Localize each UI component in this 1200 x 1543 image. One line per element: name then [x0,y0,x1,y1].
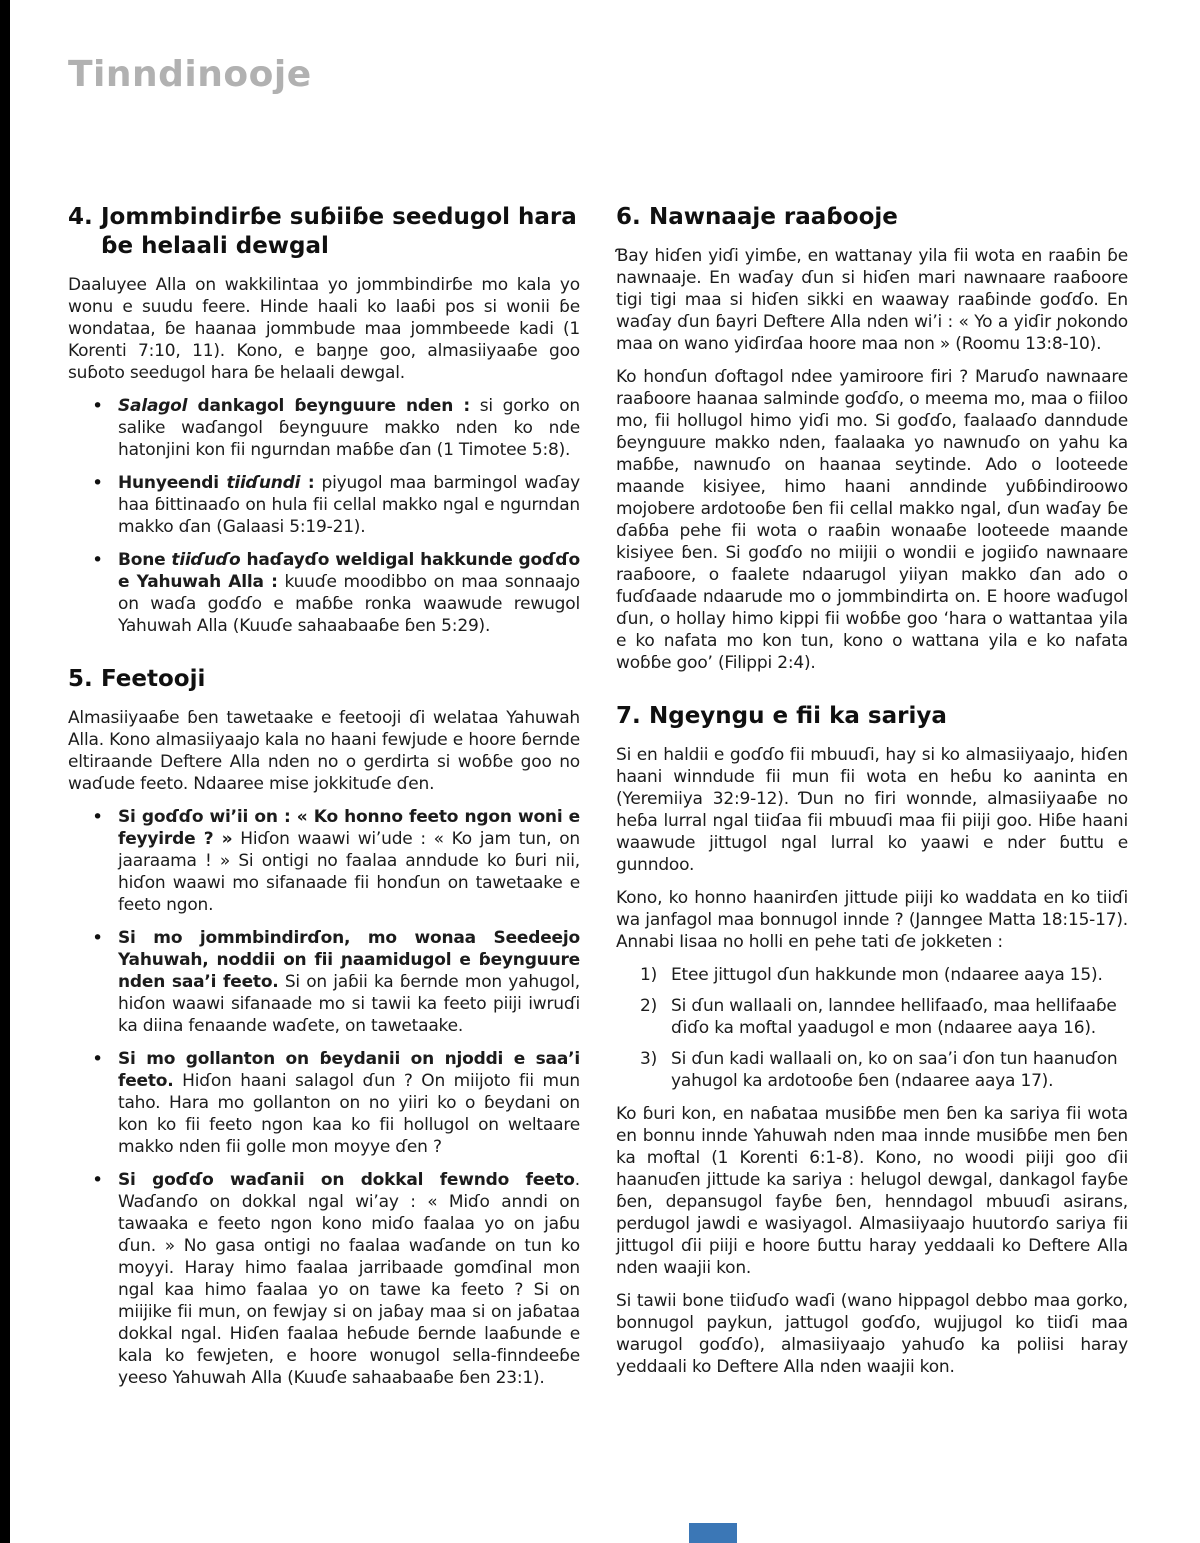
bullet-item [68,927,580,1037]
list-item-text: Etee jittugol ɗun hakkunde mon (ndaaree aaya 15). [671,965,1103,985]
bullet-body-text: Hiɗon haani salagol ɗun ? On miijoto fii mun taho. Hara mo gollanton on no yiiri ko o ɓeydani on kon ko fii feeto ngon kaa ko fii hollugol on weltaare makko nden fii golle mon moyye ɗen ? [118,1071,580,1157]
section-7-numbered-list [616,964,1128,1092]
list-item-text: Si ɗun wallaali on, lanndee hellifaaɗo, maa hellifaaɓe ɗiɗo ka moftal yaadugol e mon (ndaaree aaya 16). [671,996,1117,1038]
section-6-heading [616,203,1128,232]
section-7-paragraph-3: Ko ɓuri kon, en naɓataa musiɓɓe men ɓen ka sariya fii wota en bonnu innde Yahuwah nden maa innde musiɓɓe men ɓen ka moftal (1 Korenti 6:1-8). Kono, no woodi piiji goo ɗii haanuɗen jittude ka sariya : helugol dewgal, dankagol fayɓe ɓen, depansugol fayɓe ɓen, henndagol mbuuɗi asirans, perdugol jawdi e wasiyagol. Almasiiyaajo huutorɗo sariya fii jittugol ɗii piiji e hoore ɓuttu haray yeddaali ko Deftere Alla nden waajii kon. [616,1104,1128,1278]
section-5-number: 5. [68,666,93,692]
numbered-list-item [616,995,1128,1039]
section-6-title: Nawnaaje raaɓooje [649,204,898,230]
bullet-lead-bold-tail: haɗayɗo weldigal hakkunde goɗɗo e Yahuwah Alla : [118,550,580,592]
numbered-list-item [616,964,1128,986]
bullet-lead-bold-tail: : [300,473,315,493]
bullet-body-text: kuuɗe moodibbo on maa sonnaajo on waɗa goɗɗo e maɓɓe ronka waawude rewugol Yahuwah Alla (Kuuɗe sahaabaaɓe ɓen 5:29). [118,572,581,636]
section-7-title: Ngeyngu e fii ka sariya [649,703,947,729]
section-4-bullet-list [68,395,580,637]
bullet-lead-bold: Si goɗɗo waɗanii on dokkal fewndo feeto [118,1170,575,1190]
section-7-paragraph-4: Si tawii bone tiiɗuɗo waɗi (wano hippagol debbo maa gorko, bonnugol paykun, jattugol goɗɗo, wujjugol ko tiiɗi maa warugol goɗɗo), almasiiyaajo yahuɗo ka poliisi haray yeddaali ko Deftere Alla nden waajii kon. [616,1291,1128,1377]
list-item-marker: 3) [640,1049,658,1069]
section-5-bullet-list [68,806,580,1389]
bullet-lead-bold-italic: tiiɗuɗo [171,550,241,570]
left-edge-strip [0,0,10,1543]
bullet-body-text: . Waɗanɗo on dokkal ngal wi’ay : « Miɗo anndi on tawaaka e feeto ngon kono miɗo faalaa yo on jaɓu ɗun. » No gasa ontigi no faalaa waɗande on tun ko moyyi. Haray himo faalaa jarribaade gomɗinal mon ngal kaa himo faalaa yo on tawe ka feeto ? Si on miijike fii mun, on fewjay si on jaɓay maa si on jaɓataa dokkal ngal. Hiɗen faalaa heɓude ɓernde laaɓunde e kala ko fewjeten, e hoore wonugol sella-finndeeɓe yeeso Yahuwah Alla (Kuuɗe sahaabaaɓe ɓen 23:1). [118,1170,580,1388]
section-5-title: Feetooji [101,666,206,692]
section-7-paragraph-2: Kono, ko honno haanirɗen jittude piiji ko waddata en ko tiiɗi wa janfagol maa bonnugol innde ? (Janngee Matta 18:15-17). Annabi Iisaa no holli en pehe tati ɗe jokketen : [616,888,1128,952]
section-4-number: 4. [68,204,93,230]
list-item-marker: 1) [640,965,658,985]
list-item-marker: 2) [640,996,658,1016]
section-5-heading [68,665,580,694]
bullet-lead-bold: Si goɗɗo wi’ii on : « Ko honno feeto ngon woni e feyyirde ? » [118,807,580,849]
bullet-item [68,1169,580,1389]
bullet-lead-bold: Si mo jommbindirɗon, mo wonaa Seedeejo Yahuwah, noddii on fii ɲaamidugol e ɓeynguure nden saa’i feeto. [118,928,580,992]
section-4-intro: Daaluyee Alla on wakkilintaa yo jommbindirɓe mo kala yo wonu e suudu feere. Hinde haali ko laaɓi pos si wonii ɓe wondataa, ɓe haanaa jommbude maa jommbeede kadi (1 Korenti 7:10, 11). Kono, e baŋŋe goo, almasiiyaaɓe goo suɓoto seedugol hara ɓe helaali dewgal. [68,275,580,383]
bullet-lead-bold: Si mo gollanton on ɓeydanii on njoddi e saa’i feeto. [118,1049,580,1091]
bullet-lead-bold-tail: dankagol ɓeynguure nden : [187,396,470,416]
bullet-item [68,472,580,538]
bullet-item [68,1048,580,1158]
section-7-paragraph-1: Si en haldii e goɗɗo fii mbuuɗi, hay si ko almasiiyaajo, hiɗen haani winndude fii mun fii wota en heɓu ko aaninta en (Yeremiiya 32:9-12). Ɗun no firi wonnde, almasiiyaaɓe no heɓa lurral ngal tiiɗaa fii mbuuɗi maa fii piiji goo. Hiɓe haani waawude jittugol ngal lurral ko yaawi e nder ɓuttu e gunndoo. [616,745,1128,875]
section-7-heading [616,702,1128,731]
numbered-list-item [616,1048,1128,1092]
list-item-text: Si ɗun kadi wallaali on, ko on saa’i ɗon tun haanuɗon yahugol ka ardotooɓe ɓen (ndaaree aaya 17). [671,1049,1118,1091]
bullet-lead-bold: Hunyeendi [118,473,227,493]
page-kicker: Tinndinooje [68,54,312,95]
bullet-lead-bold-italic: tiiɗundi [226,473,301,493]
bullet-item [68,395,580,461]
section-6-paragraph-1: Ɓay hiɗen yiɗi yimɓe, en wattanay yila fii wota en raaɓin ɓe nawnaaje. En waɗay ɗun si hiɗen mari nawnaare raaɓoore tigi tigi maa si hiɗen sikki en waaway raaɓinde goɗɗo. En waɗay ɗun ɓayri Deftere Alla nden wi’i : « Yo a yiɗir ɲokondo maa on wano yiɗirɗaa hoore maa non » (Roomu 13:8-10). [616,246,1128,354]
bullet-body-text: Hiɗon waawi wi’ude : « Ko jam tun, on jaaraama ! » Si ontigi no faalaa anndude ko ɓuri nii, hiɗon waawi mo sifanaade fii honɗun on tawetaake e feeto ngon. [118,829,580,915]
section-4-heading [68,203,580,261]
section-6-number: 6. [616,204,641,230]
section-7-number: 7. [616,703,641,729]
footer-accent-mark [689,1523,737,1543]
left-column [68,203,580,1400]
section-4-title: Jommbindirɓe suɓiiɓe seedugol hara ɓe helaali dewgal [101,204,577,259]
bullet-item [68,549,580,637]
bullet-body-text: Si on jaɓii ka ɓernde mon yahugol, hiɗon waawi sifanaade mo si tawii ka feeto piiji iwruɗi ka diina fenaande waɗete, on tawetaake. [118,972,580,1036]
bullet-body-text: piyugol maa barmingol waɗay haa ɓittinaaɗo on hula fii cellal makko ngal e ngurndan makko ɗan (Galaasi 5:19-21). [118,473,580,537]
section-6-paragraph-2: Ko honɗun ɗoftagol ndee yamiroore firi ? Maruɗo nawnaare raaɓoore haanaa salminde goɗɗo, o meema mo, maa o fiiloo mo, fii hollugol himo yiɗi mo. Si goɗɗo, faalaaɗo danndude ɓeynguure makko nden, faalaaka yo nawnuɗo on yahu ka maɓɓe, nawnuɗo on haanaa seytinde. Ado o looteede maande kisiyee, himo haani anndinde yuɓɓindiroowo mojobere ardotooɓe ɓen fii cellal makko ngal, ɗun waɗay ɓe ɗaɓɓa pehe fii wota o raaɓin wonaaɓe looteede maande kisiyee ɓen. Si goɗɗo no miijii o wondii e jogiiɗo nawnaare raaɓoore, o faalete ndaarugol yiiyan makko ɗan ado o fuɗɗaade ndaarude mo o jommbindirta on. E hoore waɗugol ɗun, o hollay himo kippi fii woɓɓe goo ‘hara o wattantaa yila e ko nafata mo kon tun, kono o wattana yila e ko nafata woɓɓe goo’ (Filippi 2:4). [616,367,1128,673]
right-column [616,203,1128,1389]
bullet-lead-bold: Bone [118,550,172,570]
section-5-intro: Almasiiyaaɓe ɓen tawetaake e feetooji ɗi welataa Yahuwah Alla. Kono almasiiyaajo kala no haani fewjude e hoore ɓernde eltiraande Deftere Alla nden no o gerdirta si woɓɓe goo no waɗude feeto. Ndaaree mise jokkituɗe ɗen. [68,708,580,794]
bullet-lead-bold-italic: Salagol [118,396,188,416]
bullet-item [68,806,580,916]
bullet-body-text: si gorko on salike waɗangol ɓeynguure makko nden ko nde hatonjini kon fii ngurndan maɓɓe ɗan (1 Timotee 5:8). [118,396,581,460]
